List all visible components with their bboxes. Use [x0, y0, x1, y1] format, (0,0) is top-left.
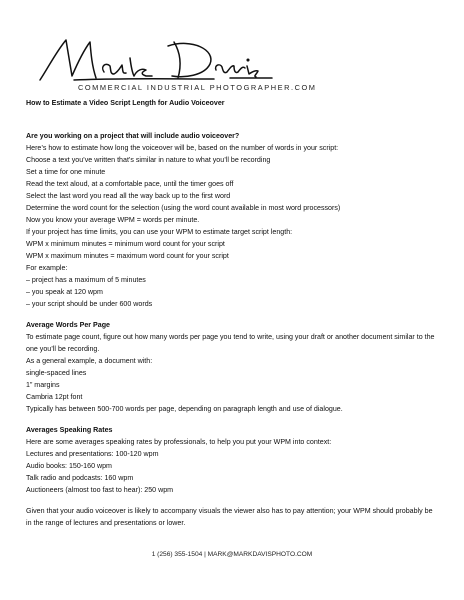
section-heading: Average Words Per Page	[26, 321, 110, 329]
body-line: Read the text aloud, at a comfortable pace, until the timer goes off	[26, 180, 234, 188]
body-line: WPM x maximum minutes = maximum word count for your script	[26, 252, 229, 260]
signature-logo-icon	[34, 34, 274, 86]
body-line: Determine the word count for the selection (using the word count available in most word processors)	[26, 204, 341, 212]
section-heading: Are you working on a project that will include audio voiceover?	[26, 132, 240, 140]
body-line: If your project has time limits, you can use your WPM to estimate target script length:	[26, 228, 293, 236]
body-line: WPM x minimum minutes = minimum word count for your script	[26, 240, 225, 248]
body-line: Choose a text you’ve written that’s similar in nature to what you’ll be recording	[26, 156, 271, 164]
body-line: As a general example, a document with:	[26, 357, 153, 365]
body-line: – you speak at 120 wpm	[26, 288, 103, 296]
closing-paragraph: Given that your audio voiceover is likely to accompany visuals the viewer also has to pay attention; your WPM should probably be in the range of lectures and presentations or lower.	[26, 507, 433, 527]
body-line: single-spaced lines	[26, 369, 87, 377]
body-line: Here are some averages speaking rates by professionals, to help you put your WPM into context:	[26, 438, 332, 446]
body-line: Now you know your average WPM = words per minute.	[26, 216, 200, 224]
document-title: How to Estimate a Video Script Length for Audio Voiceover	[26, 99, 225, 107]
body-line: Audio books: 150-160 wpm	[26, 462, 112, 470]
section-heading: Averages Speaking Rates	[26, 426, 113, 434]
letterhead-tagline: COMMERCIAL INDUSTRIAL PHOTOGRAPHER.COM	[78, 83, 317, 92]
body-line: – project has a maximum of 5 minutes	[26, 276, 146, 284]
body-line: Auctioneers (almost too fast to hear): 250 wpm	[26, 486, 174, 494]
body-line: Talk radio and podcasts: 160 wpm	[26, 474, 134, 482]
body-line: Set a time for one minute	[26, 168, 106, 176]
body-line: Cambria 12pt font	[26, 393, 83, 401]
document-body	[26, 97, 438, 529]
footer-contact: 1 (256) 355-1504 | MARK@MARKDAVISPHOTO.COM	[151, 551, 313, 558]
body-line: Lectures and presentations: 100-120 wpm	[26, 450, 159, 458]
body-line: Select the last word you read all the way back up to the first word	[26, 192, 231, 200]
body-line: Here’s how to estimate how long the voiceover will be, based on the number of words in your script:	[26, 144, 339, 152]
body-line: Typically has between 500-700 words per page, depending on paragraph length and use of dialogue.	[26, 405, 343, 413]
body-line: – your script should be under 600 words	[26, 300, 153, 308]
body-line: 1” margins	[26, 381, 60, 389]
body-line: To estimate page count, figure out how many words per page you tend to write, using your draft or another document similar to the one you’ll be recording.	[26, 333, 435, 353]
body-line: For example:	[26, 264, 68, 272]
